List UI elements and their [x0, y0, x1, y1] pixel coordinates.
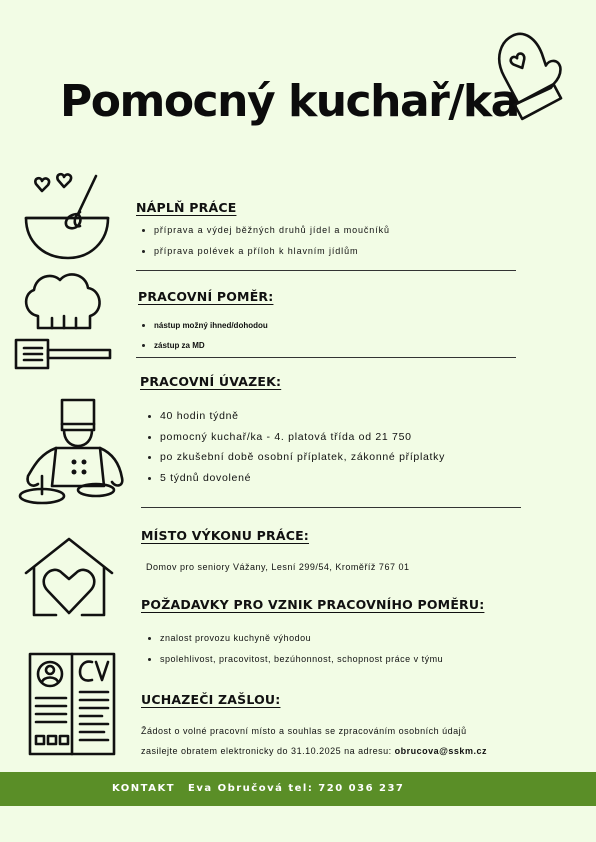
footer-contact-label: KONTAKT — [112, 783, 176, 794]
zaslou-text-prefix: zasilejte obratem elektronicky do 31.10.2025 na adresu: — [141, 746, 395, 756]
contact-email-link[interactable]: obrucova@sskm.cz — [394, 746, 487, 756]
list-item: po zkušební době osobní příplatek, zákonné příplatky — [144, 451, 445, 472]
divider — [136, 357, 516, 358]
list-item: pomocný kuchař/ka - 4. platová třída od 21 750 — [144, 431, 445, 452]
list-item: 5 týdnů dovolené — [144, 472, 445, 493]
oven-mitt-icon — [480, 28, 564, 124]
napln-prace-list — [138, 225, 390, 267]
list-item: spolehlivost, pracovitost, bezúhonnost, schopnost práce v týmu — [144, 654, 443, 675]
divider — [141, 507, 521, 508]
section-heading-misto-vykonu: MÍSTO VÝKONU PRÁCE: — [141, 528, 310, 543]
divider — [136, 270, 516, 271]
list-item: zástup za MD — [138, 341, 268, 361]
heart-house-icon — [22, 535, 116, 619]
footer-contact-name-phone: Eva Obručová tel: 720 036 237 — [188, 783, 405, 794]
zaslou-text-line2 — [141, 746, 487, 756]
section-heading-napln-prace: NÁPLŇ PRÁCE — [136, 200, 237, 215]
pracovni-uvazek-list — [144, 410, 445, 492]
section-heading-pracovni-pomer: PRACOVNÍ POMĚR: — [138, 289, 274, 304]
footer-contact-bar — [0, 772, 596, 806]
misto-vykonu-address: Domov pro seniory Vážany, Lesní 299/54, Kroměříž 767 01 — [146, 562, 410, 572]
pozadavky-list — [144, 633, 443, 675]
list-item: příprava polévek a příloh k hlavním jídlům — [138, 246, 390, 267]
cv-document-icon — [28, 652, 116, 756]
whisk-bowl-icon — [22, 170, 114, 262]
list-item: znalost provozu kuchyně výhodou — [144, 633, 443, 654]
zaslou-text-line1: Žádost o volné pracovní místo a souhlas se zpracováním osobních údajů — [141, 726, 467, 736]
chef-cooking-icon — [16, 396, 128, 508]
page-title: Pomocný kuchař/ka — [60, 76, 519, 127]
section-heading-pozadavky: POŽADAVKY PRO VZNIK PRACOVNÍHO POMĚRU: — [141, 597, 485, 612]
chef-hat-spatula-icon — [14, 268, 114, 372]
list-item: nástup možný ihned/dohodou — [138, 321, 268, 341]
section-heading-pracovni-uvazek: PRACOVNÍ ÚVAZEK: — [140, 374, 282, 389]
list-item: 40 hodin týdně — [144, 410, 445, 431]
section-heading-uchazeci-zaslou: UCHAZEČI ZAŠLOU: — [141, 692, 281, 707]
list-item: příprava a výdej běžných druhů jídel a moučníků — [138, 225, 390, 246]
pracovni-pomer-list — [138, 321, 268, 361]
